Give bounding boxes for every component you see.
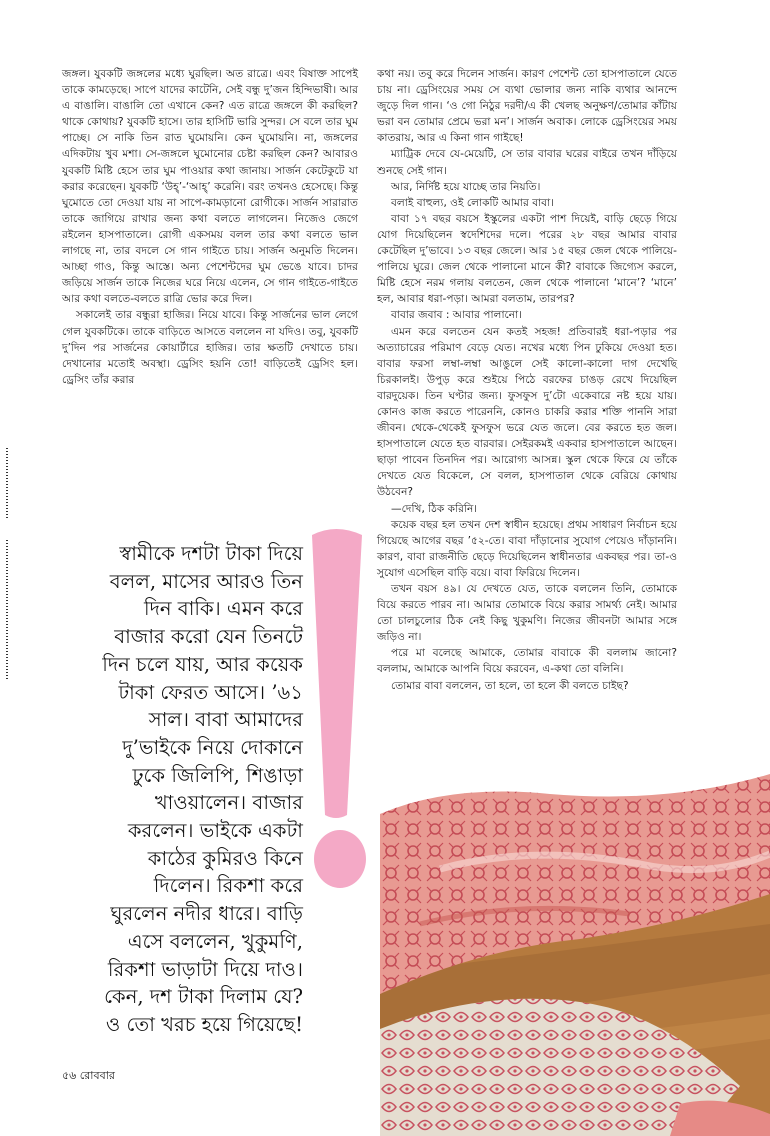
article-paragraph: বাবার জবাব : আবার পালানো। — [391, 309, 522, 322]
pull-quote-line: করলেন। ভাইকে একটা — [127, 819, 303, 843]
article-paragraph: —দেখি, ঠিক করিনি। — [391, 502, 478, 515]
article-paragraph: তোমার বাবা বললেন, তা হলে, তা হলে কী বলতে চাইছ? — [391, 679, 629, 692]
pull-quote-line: দু’ভাইকে নিয়ে দোকানে — [122, 735, 303, 759]
article-column-left — [62, 66, 358, 388]
article-paragraph: ম্যাট্রিক দেবে যে-মেয়েটি, সে তার বাবার ঘরের বাইরে তখন দাঁড়িয়ে শুনছে সেই গান। — [377, 148, 677, 177]
exclamation-mark-dot — [314, 830, 366, 888]
pull-quote-line: দিন বাকি। এমন করে — [143, 597, 303, 621]
pull-quote-line: টাকা ফেরত আসে। ’৬১ — [118, 680, 303, 704]
article-paragraph: এমন করে বলতেন যেন কতই সহজ! প্রতিবারই ধরা-পড়ার পর অত্যাচারের পরিমাণ বেড়ে যেত। নখের মধ্যে পিন ঢুকিয়ে দেওয়া হত। বাবার ফরসা লম্বা-লম্বা আঙুলে সেই কালো-কালো দাগ দেখেছি চিরকালই। উপুড় করে শুইয়ে পিঠে বরফের চাঙড় রেখে দিয়েছিল বারদুয়েক। তিন ঘণ্টার জন্য। ফুসফুস দু’টো একেবারে নষ্ট হয়ে যায়। কোনও কাজ করতে পারেননি, কোনও চাকরি করার শক্তি পাননি সারা জীবন। থেকে-থেকেই ফুসফুস ভরে যেত জলে। বের করতে হত জল। হাসপাতালে যেতে হত বারবার। সেইরকমই একবার হাসপাতালে আছেন। ছাড়া পাবেন তিনদিন পর। আরোগ্য আসন্ন। স্কুল থেকে ফিরে যে তাঁকে দেখতে যেত বিকেলে, সে বলল, হাসপাতাল থেকে বেরিয়ে কোথায় উঠবেন? — [377, 325, 677, 499]
pull-quote-line: কাঠের কুমিরও কিনে — [147, 846, 303, 870]
pull-quote-line: ঘুরলেন নদীর ধারে। বাড়ি — [110, 902, 303, 926]
fabric-photo — [380, 774, 770, 1136]
article-paragraph: কয়েক বছর হল তখন দেশ স্বাধীন হয়েছে। প্রথম সাধারণ নির্বাচন হয়ে গিয়েছে আগের বছর ’৫২-তে। বাবা দাঁড়ানোর সুযোগ পেয়েও দাঁড়াননি। কারণ, বাবা রাজনীতি ছেড়ে দিয়েছিলেন স্বাধীনতার একবছর পর। তা-ও সুযোগ এসেছিল বাড়ি বয়ে। বাবা ফিরিয়ে দিলেন। — [377, 518, 677, 579]
article-paragraph: বাবা ১৭ বছর বয়সে ইস্কুলের একটা পাশ দিয়েই, বাড়ি ছেড়ে গিয়ে যোগ দিয়েছিলেন স্বদেশিদের দলে। পরের ২৮ বছর আমার বাবার কেটেছিল দু’ভাবে। ১৩ বছর জেলে। আর ১৫ বছর জেল থেকে পালিয়ে-পালিয়ে ঘুরে। জেল থেকে পালানো মানে কী? বাবাকে জিগ্যেস করলে, মিষ্টি হেসে নরম গলায় বলতেন, জেল থেকে পালানো ‘মানে’? ‘মানে’ হল, আবার ধরা-পড়া। আমরা বলতাম, তারপর? — [377, 212, 677, 306]
pull-quote-line: দিন চলে যায়, আর কয়েক — [102, 652, 303, 676]
exclamation-mark-bar — [306, 527, 366, 819]
pull-quote-line: সাল। বাবা আমাদের — [148, 708, 303, 732]
pull-quote-line: বাজার করো যেন তিনটে — [114, 625, 303, 649]
pull-quote-line: এসে বললেন, খুকুমণি, — [127, 929, 303, 953]
pull-quote-line: খাওয়ালেন। বাজার — [154, 791, 303, 815]
dotted-rule-upper — [6, 448, 8, 520]
pull-quote-line: বলল, মাসের আরও তিন — [109, 569, 303, 593]
article-column-right — [377, 66, 677, 694]
pull-quote — [40, 540, 303, 1039]
page-footer: ৫৬ রোববার — [62, 1069, 115, 1082]
article-paragraph: বলাই বাহুল্য, ওই লোকটি আমার বাবা। — [391, 196, 554, 209]
article-paragraph: পরে মা বলেছে আমাকে, তোমার বাবাকে কী বললাম জানো? বললাম, আমাকে আপনি বিয়ে করবেন, এ-কথা তো বলিনি। — [377, 647, 677, 676]
pull-quote-line: কেন, দশ টাকা দিলাম যে? — [104, 985, 303, 1009]
pull-quote-line: ও তো খরচ হয়ে গিয়েছে! — [105, 1012, 303, 1036]
article-paragraph: সকালেই তার বন্ধুরা হাজির। নিয়ে যাবে। কিন্তু সার্জনের ভাল লেগে গেল যুবকটিকে। তাকে বাড়িতে আসতে বললেন না যদিও। তবু, যুবকটি দু’দিন পর সার্জনের কোয়ার্টারে হাজির। তার ক্ষতটি দেখাতে চায়। দেখানোর মতোই অবস্থা। ড্রেসিং হয়নি তো! বাড়িতেই ড্রেসিং হল। ড্রেসিং তাঁর করার — [62, 309, 358, 386]
article-paragraph: তখন বয়স ৪৯। যে দেখতে যেত, তাকে বললেন তিনি, তোমাকে বিয়ে করতে পারব না। আমার তোমাকে বিয়ে করার সামর্থ্য নেই। আমার তো চালচুলোর ঠিক নেই কিছু খুকুমণি। নিজের জীবনটা আমার সঙ্গে জড়িও না। — [377, 583, 677, 644]
article-paragraph: কথা নয়। তবু করে দিলেন সার্জন। কারণ পেশেন্ট তো হাসপাতালে যেতে চায় না। ড্রেসিংয়ের সময় সে ব্যথা ভোলার জন্য নাকি ব্যথার আনন্দে জুড়ে দিল গান। ‘ও গো নিঠুর দরদী/এ কী খেলছ অনুক্ষণ/তোমার কাঁটায় ভরা বন তোমার প্রেমে ভরা মন’। সার্জন অবাক। লোকে ড্রেসিংয়ের সময় কাতরায়, আর এ কিনা গান গাইছে! — [377, 68, 677, 145]
pull-quote-line: রিকশা ভাড়াটা দিয়ে দাও। — [107, 957, 303, 981]
pull-quote-line: ঢুকে জিলিপি, শিঙাড়া — [132, 763, 303, 787]
pull-quote-line: স্বামীকে দশটা টাকা দিয়ে — [119, 542, 303, 565]
pull-quote-line: দিলেন। রিকশা করে — [153, 874, 303, 898]
dotted-rule-lower — [6, 540, 8, 680]
article-paragraph: জঙ্গল। যুবকটি জঙ্গলের মধ্যে ঘুরছিল। অত রাত্রে। এবং বিষাক্ত সাপেই তাকে কামড়েছে। সাপে যাদের কাটেনি, সেই বন্ধু দু’জন হিন্দিভাষী। আর এ বাঙালি। বাঙালি তো এখানে কেন? এত রাত্রে জঙ্গলে কী করছিল? থাকে কোথায়? যুবকটি হাসে। তার হাসিটি ভারি সুন্দর। সে বলে তার ঘুম পাচ্ছে। সে নাকি তিন রাত ঘুমোয়নি। কেন ঘুমোয়নি। না, জঙ্গলের এদিকটায় খুব মশা। সে-জঙ্গলে ঘুমোনোর চেষ্টা করছিল কেন? আবারও যুবকটি মিষ্টি হেসে তার ঘুম পাওয়ার কথা জানায়। সার্জন কেটেকুটে যা করার করেছেন। যুবকটি ‘উহ্’-‘আহ্’ করেনি। বরং তখনও হেসেছে। কিন্তু ঘুমোতে তো দেওয়া যায় না সাপে-কামড়ানো রোগীকে। সার্জন সারারাত তাকে জাগিয়ে রাখার জন্য কথা বলতে লাগলেন। নিজেও জেগে রইলেন হাসপাতালে। রোগী একসময় বলল তার কথা বলতে ভাল লাগছে না, তার বদলে সে গান গাইতে চায়। সার্জন অনুমতি দিলেন। আচ্ছা গাও, কিন্তু আস্তে। অন্য পেশেন্টদের ঘুম ভেঙে যাবে। চাদর জড়িয়ে সার্জন তাকে নিজের ঘরে নিয়ে এলেন, সে গান গাইতে-গাইতে আর কথা বলতে-বলতে রাত্রি ভোর করে দিল। — [62, 68, 358, 306]
article-paragraph: আর, নির্দিষ্ট হয়ে যাচ্ছে তার নিয়তি। — [391, 180, 541, 193]
